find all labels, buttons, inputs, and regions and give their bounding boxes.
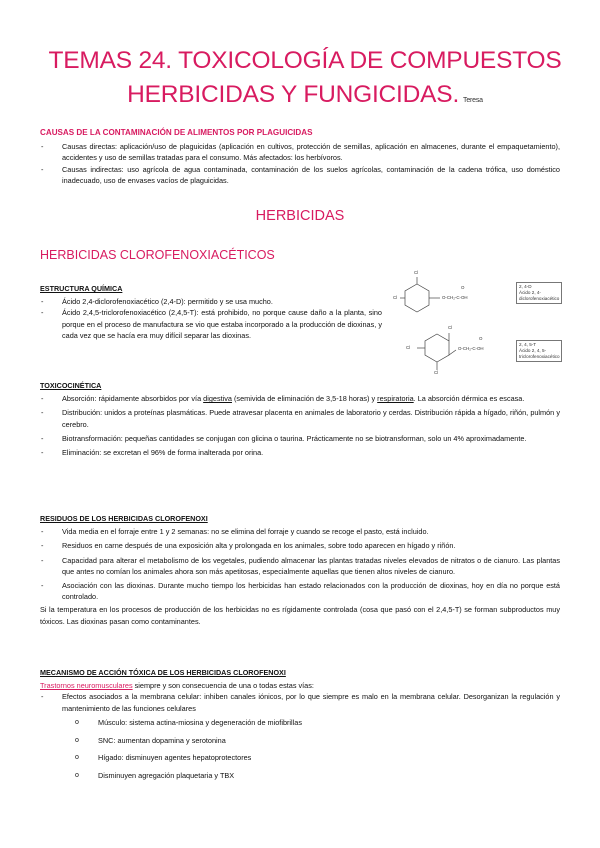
- chain-label: O-CH₂-C-OH: [442, 295, 468, 300]
- cl-label: Cl: [448, 325, 453, 330]
- list-item: - Ácido 2,4,5-triclorofenoxiacético (2,4,5-T): está prohibido, no porque cause daño a la planta, sino porque en el proceso de manufactura se vio que estaba incorporado a la producción de dioxinas, y cada vez que se hacía era muy difícil separar las dioxinas.: [40, 307, 382, 341]
- compound-code: 2, 4, 5-T: [519, 342, 537, 347]
- list-item: - Residuos en carne después de una exposición alta y prolongada en los animales, sobre todo aparecen en hígado y riñón.: [40, 540, 560, 551]
- clorofenoxi-heading: HERBICIDAS CLOROFENOXIACÉTICOS: [40, 248, 275, 262]
- oxygen-label: O: [461, 285, 465, 290]
- sub-list-item: o Músculo: sistema actina-miosina y degeneración de miofibrillas: [40, 717, 560, 728]
- residuos-note: Si la temperatura en los procesos de producción de los herbicidas no es rígidamente controlada (cosa que pasó con el 2,4,5-T) se forman subproductos muy tóxicos. Las dioxinas pasan como contaminantes.: [40, 605, 560, 626]
- mecanismo-sublist: [40, 717, 560, 782]
- toxicocinetica-list: [40, 393, 560, 458]
- toxicocinetica-heading: TOXICOCINÉTICA: [40, 381, 102, 390]
- cl-label: Cl: [434, 370, 439, 375]
- chemical-structures-figure: [392, 270, 560, 376]
- title-line-2-text: HERBICIDAS Y FUNGICIDAS.: [127, 81, 460, 108]
- absorcion-text: Absorción: rápidamente absorbidos por vía: [62, 394, 204, 404]
- compound-name: Ácido 2, 4, 5-triclorofenoxiacético: [519, 348, 560, 359]
- residuos-section: [40, 513, 560, 627]
- absorcion-text: (semivida de eliminación de 3,5-18 horas) y: [231, 394, 378, 404]
- absorcion-text: . La absorción dérmica es escasa.: [413, 394, 525, 404]
- title-line-2: [40, 78, 570, 118]
- absorcion-route-digestiva: digestiva: [203, 394, 232, 404]
- compound-name: Ácido 2, 4-diclorofenoxiacético: [519, 290, 560, 301]
- causes-heading: CAUSAS DE LA CONTAMINACIÓN DE ALIMENTOS POR PLAGUICIDAS: [40, 128, 313, 137]
- cl-label: Cl: [414, 270, 419, 275]
- compound-code: 2, 4-D: [519, 284, 532, 289]
- list-item: - Ácido 2,4-diclorofenoxiacético (2,4-D): permitido y se usa mucho.: [40, 296, 382, 307]
- list-item: - Vida media en el forraje entre 1 y 2 semanas: no se elimina del forraje y cuando se recoge el pasto, está incluido.: [40, 526, 560, 537]
- toxicocinetica-section: [40, 380, 560, 458]
- residuos-heading: RESIDUOS DE LOS HERBICIDAS CLOROFENOXI: [40, 514, 208, 523]
- residuos-list: [40, 526, 560, 602]
- estructura-list: [40, 296, 382, 341]
- page-title: [40, 44, 570, 118]
- author-name: Teresa: [463, 97, 483, 104]
- list-item: - Causas directas: aplicación/uso de plaguicidas (aplicación en cultivos, protección de semillas, aplicación en almacenes, durante el empaquetamiento), accidentes y uso de semillas tratadas para el consumo. Más afectados: los herbívoros.: [40, 141, 560, 163]
- compound-label-2-4-d: [516, 282, 562, 304]
- mecanismo-section: [40, 667, 560, 788]
- mecanismo-intro: [40, 680, 560, 691]
- estructura-section: [40, 283, 382, 341]
- cl-label: Cl: [393, 295, 398, 300]
- absorcion-route-respiratoria: respiratoria: [377, 394, 414, 404]
- list-item: - Biotransformación: pequeñas cantidades se conjugan con glicina o taurina. Prácticamente no se biotransforman, solo un 4% aproximadamente.: [40, 433, 560, 444]
- benzene-rings-drawing: [392, 270, 522, 376]
- sub-list-item: o Hígado: disminuyen agentes hepatoprotectores: [40, 752, 560, 763]
- list-item: - Efectos asociados a la membrana celular: inhiben canales iónicos, por lo que siempre es malo en la membrana celular. Desorganizan la regulación y mantenimiento de las funciones celulares: [40, 691, 560, 713]
- intro-text: siempre y son consecuencia de una o todas estas vías:: [132, 681, 314, 691]
- list-item: - Eliminación: se excretan el 96% de forma inalterada por orina.: [40, 447, 560, 458]
- herbicidas-heading: HERBICIDAS: [255, 208, 345, 224]
- title-line-1: TEMAS 24. TOXICOLOGÍA DE COMPUESTOS: [48, 47, 562, 74]
- list-item: - Asociación con las dioxinas. Durante mucho tiempo los herbicidas han estado relacionados con la producción de dioxinas, hoy en día no porque está controlado.: [40, 580, 560, 602]
- causes-section: [40, 127, 560, 186]
- oxygen-label: O: [479, 336, 483, 341]
- mecanismo-heading: MECANISMO DE ACCIÓN TÓXICA DE LOS HERBICIDAS CLOROFENOXI: [40, 668, 286, 677]
- chain-label: O-CH₂-C-OH: [458, 346, 484, 351]
- mecanismo-list: [40, 691, 560, 713]
- highlight-text: Trastornos neuromusculares: [40, 681, 133, 691]
- causes-list: [40, 141, 560, 186]
- cl-label: Cl: [406, 345, 411, 350]
- list-item: [40, 393, 560, 404]
- compound-label-2-4-5-t: [516, 340, 562, 362]
- sub-list-item: o SNC: aumentan dopamina y serotonina: [40, 735, 560, 746]
- list-item: - Distribución: unidos a proteínas plasmáticas. Puede atravesar placenta en animales de laboratorio y cerdas. Distribución rápida a hígado, riñón, pulmón y cerebro.: [40, 407, 560, 429]
- sub-list-item: o Disminuyen agregación plaquetaria y TBX: [40, 770, 560, 781]
- list-item: - Capacidad para alterar el metabolismo de los vegetales, pudiendo almacenar las plantas tratadas niveles elevados de nitratos o de cianuro. Las plantas que antes no comían los animales ahora son más apetitosas, especialmente aquellas que tienen altos niveles de cianuro.: [40, 555, 560, 577]
- list-item: - Causas indirectas: uso agrícola de agua contaminada, contaminación de los suelos agrícolas, contaminación de la cadena trófica, uso doméstico inadecuado, uso de envases vacíos de plaguicidas.: [40, 164, 560, 186]
- estructura-heading: ESTRUCTURA QUÍMICA: [40, 284, 123, 293]
